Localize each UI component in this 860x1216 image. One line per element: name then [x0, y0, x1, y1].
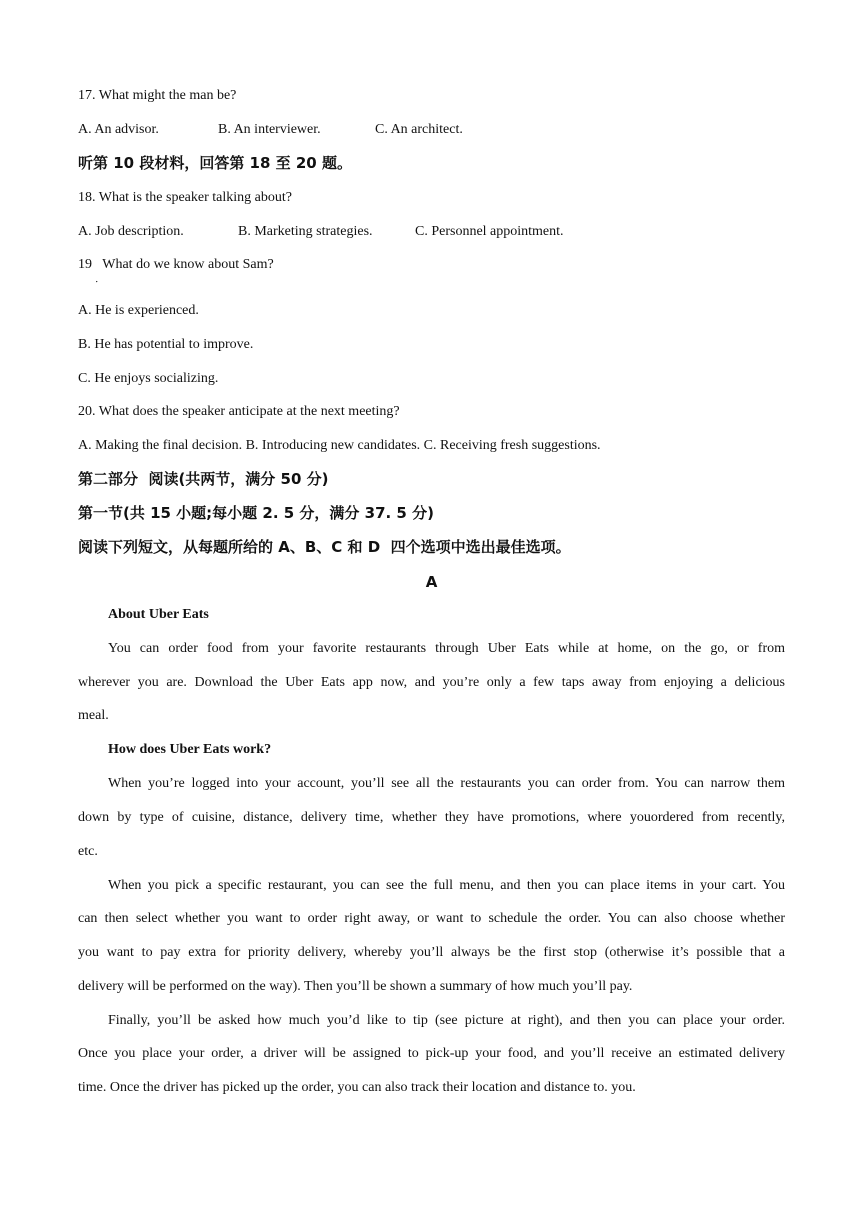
q17-option-b: B. An interviewer.	[218, 122, 321, 137]
q18-option-c: C. Personnel appointment.	[415, 224, 564, 239]
q17-option-a: A. An advisor.	[78, 122, 159, 137]
question-18: 18. What is the speaker talking about?	[78, 190, 292, 205]
p3-line-4: delivery will be performed on the way). Then you’ll be shown a summary of how much you’ll pay.	[78, 979, 633, 994]
question-17: 17. What might the man be?	[78, 88, 237, 103]
p3-line-1: When you pick a specific restaurant, you can see the full menu, and then you can place items in your cart. You	[108, 878, 785, 893]
question-20: 20. What does the speaker anticipate at the next meeting?	[78, 404, 400, 419]
stray-dot: ⋅	[95, 277, 99, 288]
p2-line-3: etc.	[78, 844, 98, 859]
q19-option-b: B. He has potential to improve.	[78, 337, 254, 352]
p2-line-1: When you’re logged into your account, you’ll see all the restaurants you can order from. You can narrow them	[108, 776, 785, 791]
q19-option-c: C. He enjoys socializing.	[78, 371, 219, 386]
question-17-options	[78, 120, 785, 140]
p4-line-1: Finally, you’ll be asked how much you’d like to tip (see picture at right), and then you can place your order.	[108, 1013, 785, 1028]
p4-line-3: time. Once the driver has picked up the order, you can also track their location and distance to. you.	[78, 1080, 636, 1095]
p1-line-3: meal.	[78, 708, 109, 723]
p4-line-2: Once you place your order, a driver will be assigned to pick-up your food, and you’ll receive an estimated delivery	[78, 1046, 785, 1061]
p1-line-2: wherever you are. Download the Uber Eats app now, and you’re only a few taps away from enjoying a delicious	[78, 675, 785, 690]
passage-heading-how: How does Uber Eats work?	[108, 742, 272, 757]
question-18-options	[78, 222, 785, 242]
p2-line-2: down by type of cuisine, distance, delivery time, whether they have promotions, where youordered from recently,	[78, 810, 785, 825]
question-19: 19 What do we know about Sam?	[78, 257, 274, 272]
q19-option-a: A. He is experienced.	[78, 303, 199, 318]
p3-line-3: you want to pay extra for priority delivery, whereby you’ll always be the first stop (otherwise it’s possible that a	[78, 945, 785, 960]
section-10-instruction: 听第 10 段材料，回答第 18 至 20 题。	[78, 154, 352, 172]
q18-option-b: B. Marketing strategies.	[238, 224, 373, 239]
question-20-options: A. Making the final decision. B. Introducing new candidates. C. Receiving fresh suggestions.	[78, 438, 601, 453]
passage-heading-about: About Uber Eats	[108, 607, 209, 622]
q18-option-a: A. Job description.	[78, 224, 184, 239]
p1-line-1: You can order food from your favorite restaurants through Uber Eats while at home, on the go, or from	[108, 641, 785, 656]
p3-line-2: can then select whether you want to order right away, or want to schedule the order. You can also choose whether	[78, 911, 785, 926]
q17-option-c: C. An architect.	[375, 122, 463, 137]
part-2-instruction: 阅读下列短文，从每题所给的 A、B、C 和 D 四个选项中选出最佳选项。	[78, 538, 571, 556]
part-2-section-1: 第一节(共 15 小题;每小题 2. 5 分，满分 37. 5 分)	[78, 504, 434, 522]
part-2-title: 第二部分 阅读(共两节，满分 50 分)	[78, 470, 329, 488]
passage-letter: A	[425, 573, 438, 591]
